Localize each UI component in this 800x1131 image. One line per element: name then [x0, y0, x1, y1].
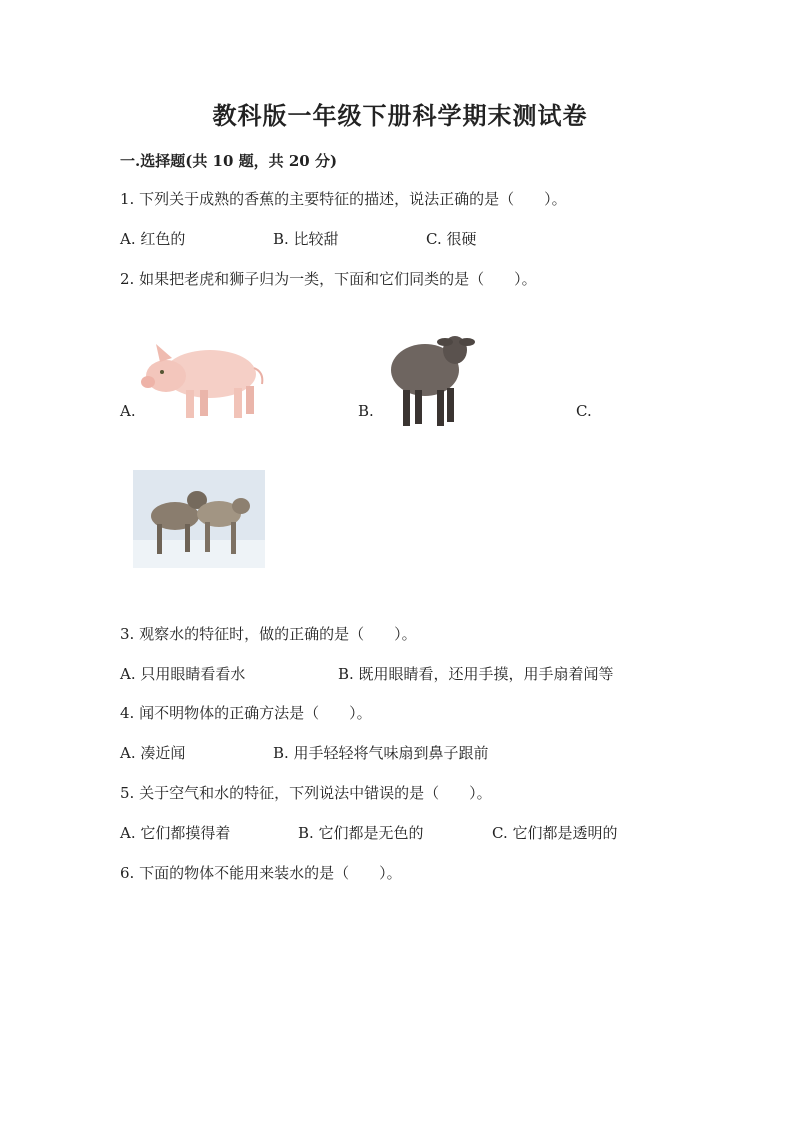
pig-icon: [138, 330, 270, 422]
page-title: 教科版一年级下册科学期末测试卷: [212, 101, 588, 130]
section-heading: 一.选择题(共 10 题，共 20 分): [120, 152, 338, 170]
q2-option-c: C.: [576, 402, 592, 420]
q2-option-b: B.: [358, 402, 374, 420]
question-3: 3. 观察水的特征时，做的正确的是（ ）。: [120, 625, 417, 643]
q5-option-a: A. 它们都摸得着: [120, 824, 231, 842]
q1-option-a: A. 红色的: [120, 230, 186, 248]
q1-option-b: B. 比较甜: [273, 230, 339, 248]
wolves-icon: [133, 470, 265, 568]
sheep-icon: [385, 330, 477, 430]
question-5: 5. 关于空气和水的特征，下列说法中错误的是（ ）。: [120, 784, 492, 802]
q2-option-a: A.: [120, 402, 136, 420]
q4-option-a: A. 凑近闻: [120, 744, 186, 762]
question-2: 2. 如果把老虎和狮子归为一类，下面和它们同类的是（ ）。: [120, 270, 537, 288]
q3-option-a: A. 只用眼睛看看水: [120, 665, 246, 683]
q5-option-c: C. 它们都是透明的: [492, 824, 618, 842]
q4-option-b: B. 用手轻轻将气味扇到鼻子跟前: [273, 744, 489, 762]
question-6: 6. 下面的物体不能用来装水的是（ ）。: [120, 864, 402, 882]
q1-option-c: C. 很硬: [426, 230, 477, 248]
question-1: 1. 下列关于成熟的香蕉的主要特征的描述，说法正确的是（ ）。: [120, 190, 567, 208]
q5-option-b: B. 它们都是无色的: [298, 824, 424, 842]
q3-option-b: B. 既用眼睛看，还用手摸，用手扇着闻等: [338, 665, 614, 683]
question-4: 4. 闻不明物体的正确方法是（ ）。: [120, 704, 372, 722]
